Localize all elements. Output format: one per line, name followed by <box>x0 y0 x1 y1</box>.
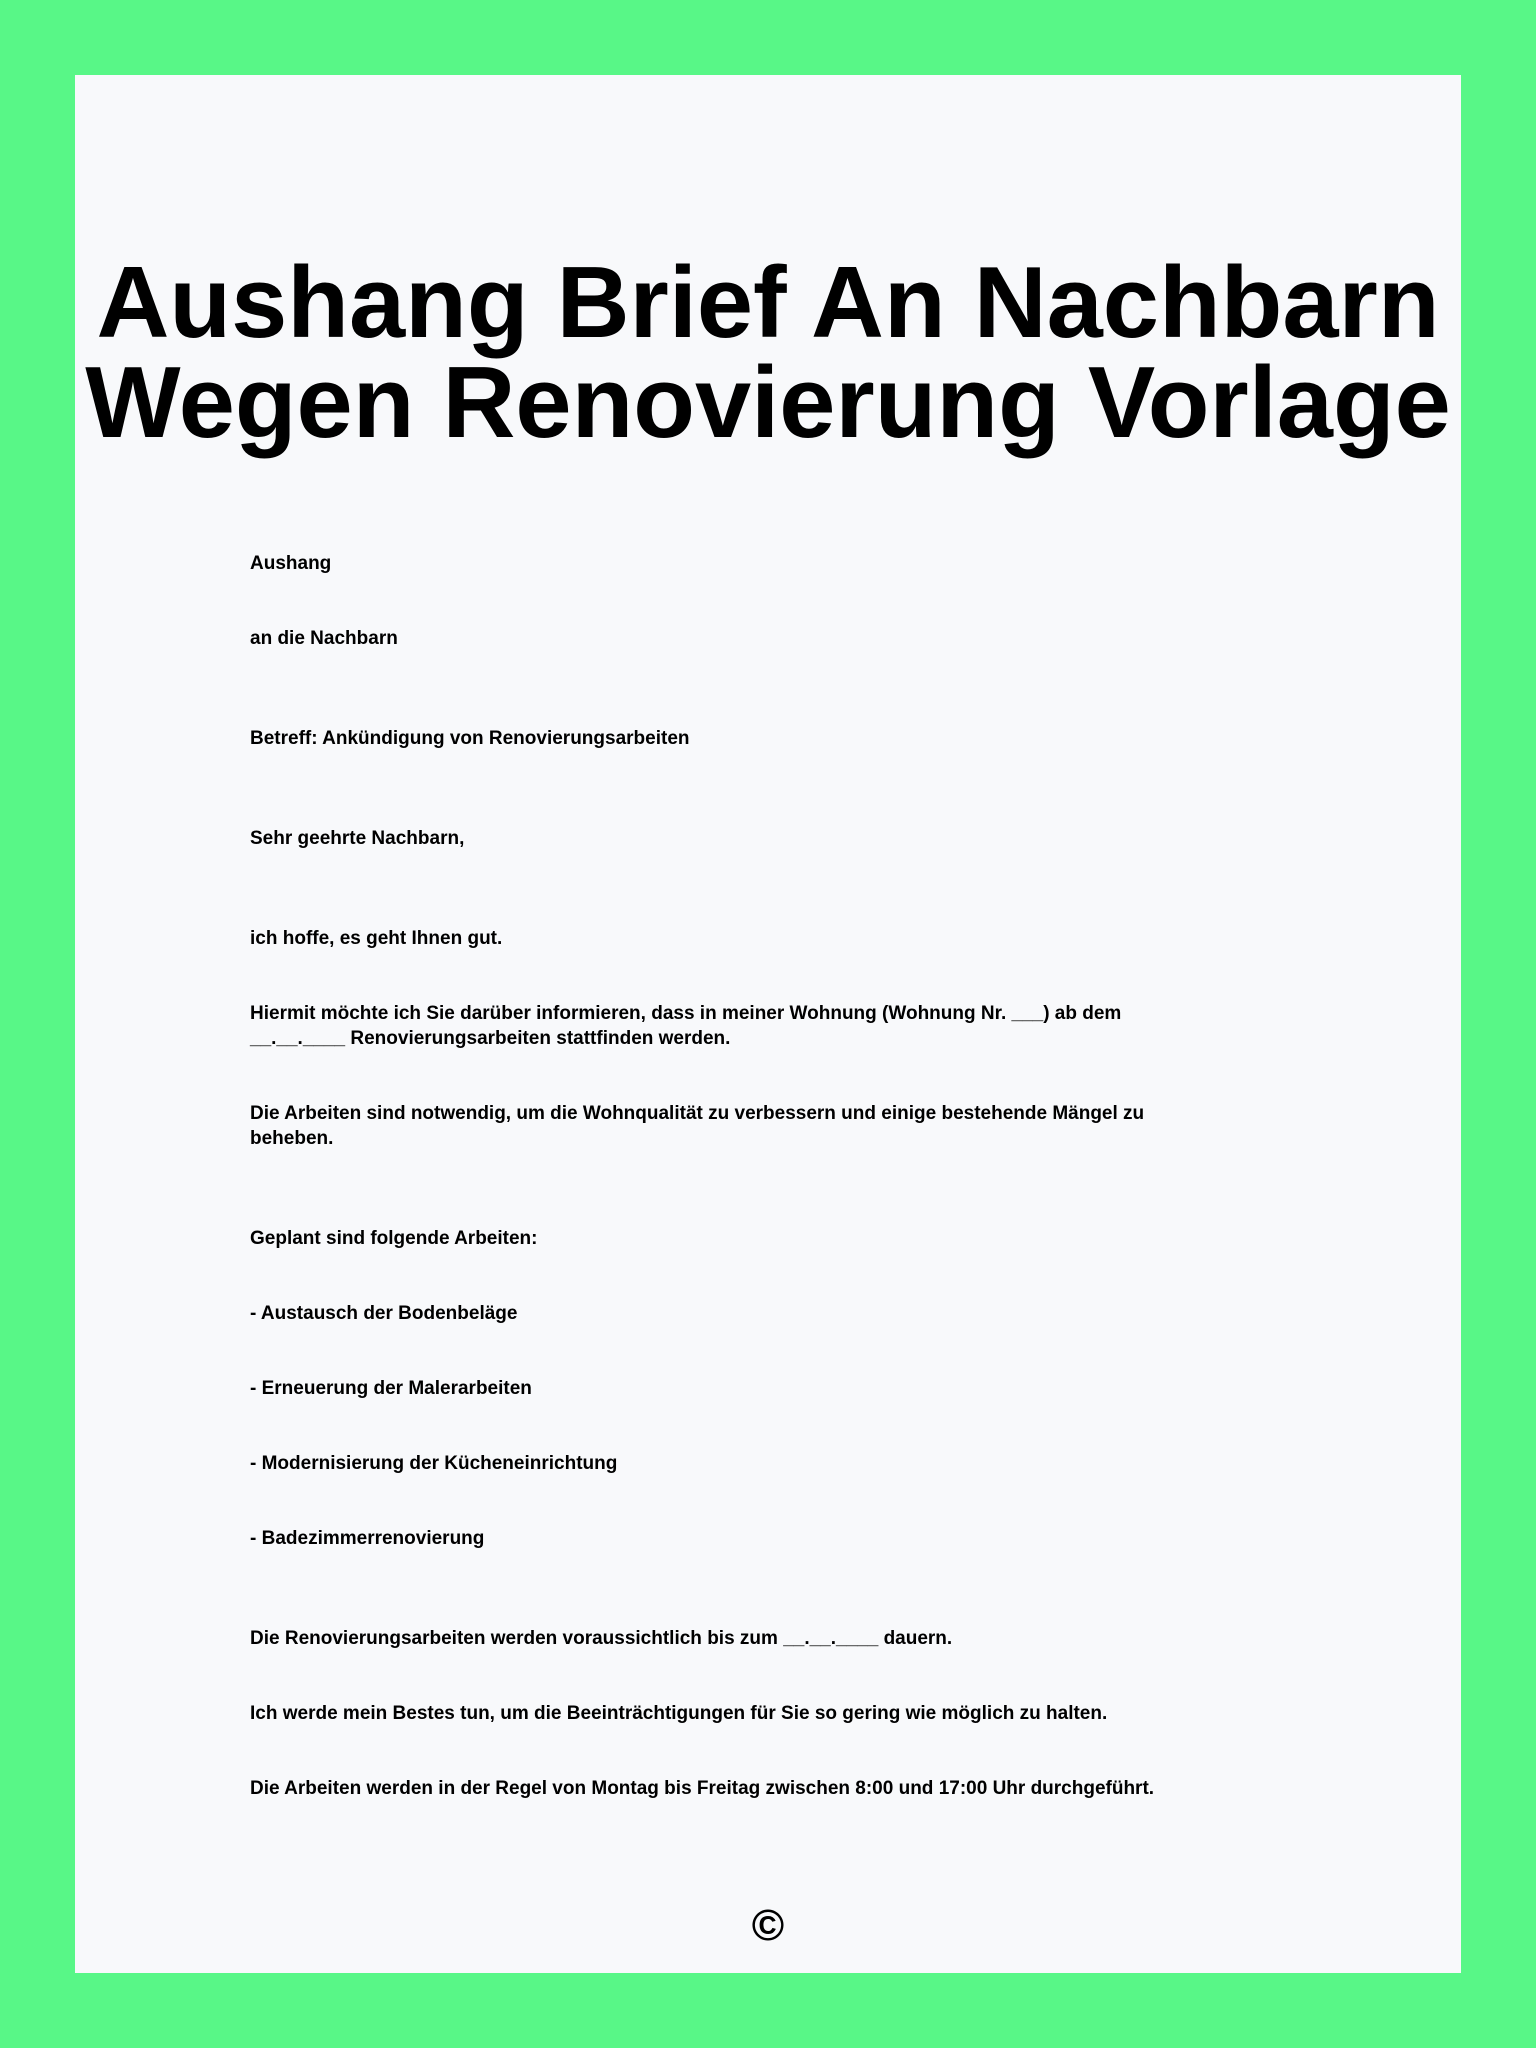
work-list-item: - Erneuerung der Malerarbeiten <box>250 1378 532 1399</box>
letter-recipient: an die Nachbarn <box>250 628 398 649</box>
letter-intro-paragraph <box>250 1001 1230 1051</box>
work-list-item: - Modernisierung der Kücheneinrichtung <box>250 1453 618 1474</box>
letter-salutation: Sehr geehrte Nachbarn, <box>250 828 465 849</box>
work-list-item: - Austausch der Bodenbeläge <box>250 1303 518 1324</box>
letter-heading: Aushang <box>250 553 332 574</box>
letter-intro-line-1: Hiermit möchte ich Sie darüber informieren, dass in meiner Wohnung (Wohnung Nr. ___) ab dem <box>250 1003 1122 1024</box>
document-page <box>75 75 1461 1973</box>
letter-greeting: ich hoffe, es geht Ihnen gut. <box>250 928 503 949</box>
work-list-item: - Badezimmerrenovierung <box>250 1528 485 1549</box>
page-title-line-1: Aushang Brief An Nachbarn <box>96 247 1440 359</box>
letter-reason-paragraph <box>250 1101 1230 1151</box>
letter-subject: Betreff: Ankündigung von Renovierungsarbeiten <box>250 728 690 749</box>
letter-reason-line-2: beheben. <box>250 1128 334 1149</box>
letter-working-hours: Die Arbeiten werden in der Regel von Montag bis Freitag zwischen 8:00 und 17:00 Uhr durchgeführt. <box>250 1778 1155 1799</box>
letter-intro-line-2: __.__.____ Renovierungsarbeiten stattfinden werden. <box>250 1028 731 1049</box>
copyright-icon: © <box>751 1901 785 1950</box>
work-list-intro: Geplant sind folgende Arbeiten: <box>250 1228 538 1249</box>
letter-duration: Die Renovierungsarbeiten werden voraussichtlich bis zum __.__.____ dauern. <box>250 1628 953 1649</box>
page-title-line-2: Wegen Renovierung Vorlage <box>85 347 1451 459</box>
letter-reason-line-1: Die Arbeiten sind notwendig, um die Wohnqualität zu verbessern und einige bestehende Mängel zu <box>250 1103 1145 1124</box>
letter-promise: Ich werde mein Bestes tun, um die Beeinträchtigungen für Sie so gering wie möglich zu halten. <box>250 1703 1108 1724</box>
